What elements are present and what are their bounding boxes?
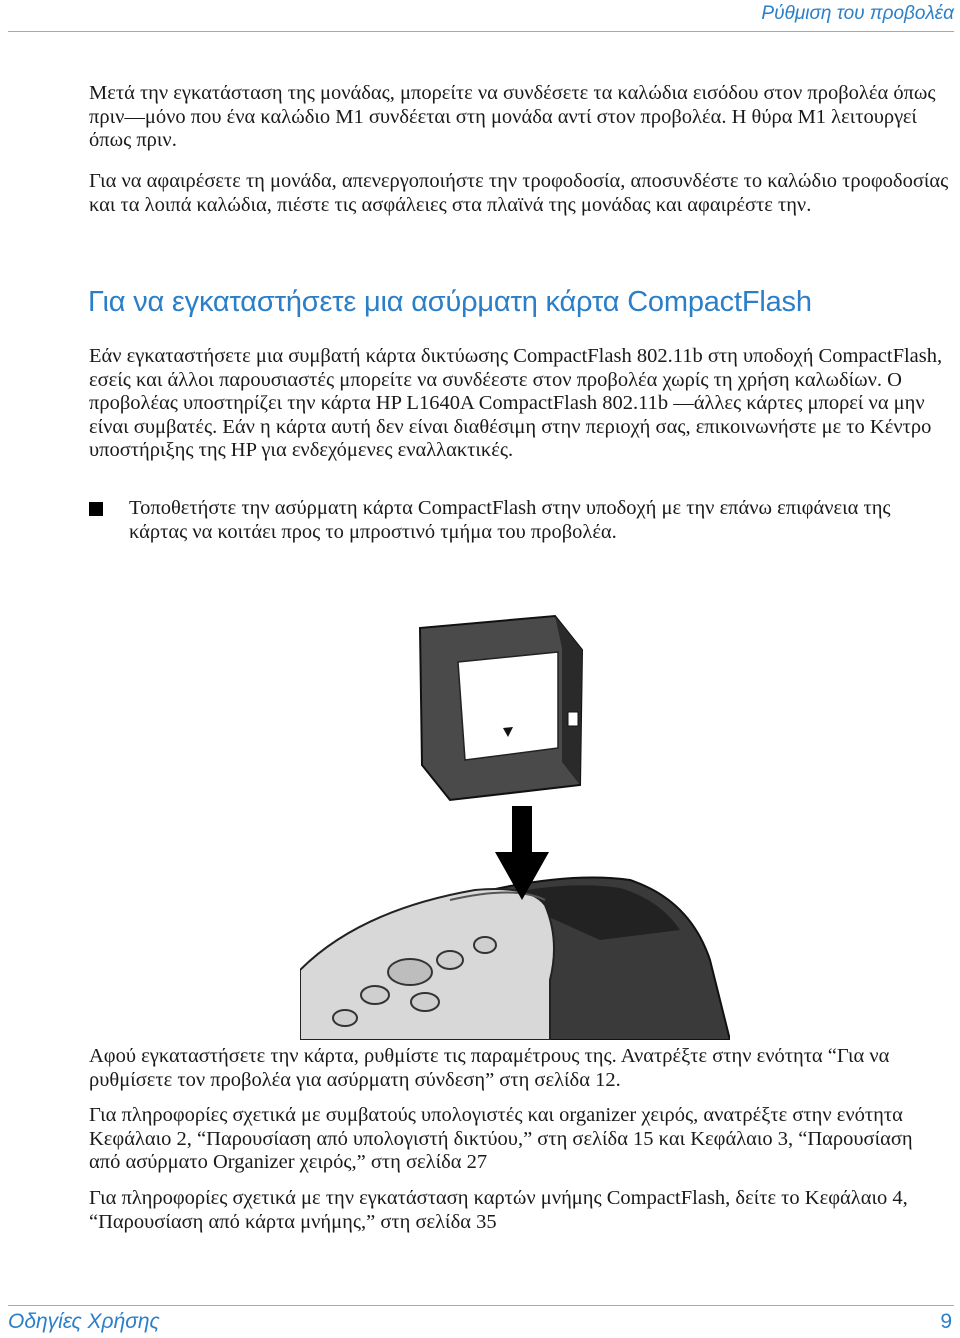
square-bullet-icon xyxy=(89,502,103,516)
header-divider xyxy=(8,31,954,32)
running-header: Ρύθμιση του προβολέα xyxy=(761,3,954,24)
projector-button xyxy=(388,959,432,985)
paragraph-memory-card-info: Για πληροφορίες σχετικά με την εγκατάσταση καρτών μνήμης CompactFlash, δείτε το Κεφάλαιο 4, “Παρουσίαση από κάρτα μνήμης,” στη σελίδα 35 xyxy=(89,1187,908,1233)
paragraph-compatibility-info: Για πληροφορίες σχετικά με συμβατούς υπολογιστές και organizer χειρός, ανατρέξτε στην ενότητα Κεφάλαιο 2, “Παρουσίαση από υπολογιστή δικτύου,” στη σελίδα 15 και Κεφάλαιο 3, “Παρουσίαση από ασύρματο Organizer χειρός,” στη σελίδα 27 xyxy=(89,1104,913,1174)
paragraph-wireless-card-intro: Εάν εγκαταστήσετε μια συμβατή κάρτα δικτύωσης CompactFlash 802.11b στη υποδοχή CompactFlash, εσείς και άλλοι παρουσιαστές μπορείτε να συνδέεστε στον προβολέα χωρίς τη χρήση καλωδίων. Ο προβολέας υποστηρίζει την κάρτα HP L1640A CompactFlash 802.11b —άλλες κάρτες μπορεί να μην είναι συμβατές. Εάν η κάρτα αυτή δεν είναι διαθέσιμη στην περιοχή σας, επικοινωνήστε με το Κέντρο υποστήριξης της HP για ενδεχόμενες εναλλακτικές. xyxy=(89,345,943,462)
instruction-bullet xyxy=(89,497,949,544)
projector-button xyxy=(333,1010,357,1026)
projector-button xyxy=(474,937,496,953)
footer-divider xyxy=(8,1305,954,1306)
arrow-shaft xyxy=(512,806,532,858)
projector-button xyxy=(411,993,439,1011)
paragraph-module-removal: Για να αφαιρέσετε τη μονάδα, απενεργοποιήστε την τροφοδοσία, αποσυνδέστε το καλώδιο τροφοδοσίας και τα λοιπά καλώδια, πιέστε τις ασφάλειες στα πλαϊνά της μονάδας και αφαιρέστε την. xyxy=(89,170,949,216)
paragraph-after-install: Αφού εγκαταστήσετε την κάρτα, ρυθμίστε τις παραμέτρους της. Ανατρέξτε στην ενότητα “Για να ρυθμίσετε τον προβολέα για ασύρματη σύνδεση” στη σελίδα 12. xyxy=(89,1045,890,1091)
projector-button xyxy=(437,951,463,969)
card-label xyxy=(458,652,558,760)
projector-button xyxy=(361,986,389,1004)
instruction-text: Τοποθετήστε την ασύρματη κάρτα CompactFlash στην υποδοχή με την επάνω επιφάνεια της κάρτας να κοιτάει προς το μπροστινό τμήμα του προβολέα. xyxy=(129,497,891,543)
section-heading: Για να εγκαταστήσετε μια ασύρματη κάρτα CompactFlash xyxy=(88,286,812,318)
compactflash-card-insertion-icon xyxy=(300,600,730,1040)
paragraph-cable-connection: Μετά την εγκατάσταση της μονάδας, μπορείτε να συνδέσετε τα καλώδια εισόδου στον προβολέα όπως πριν—μόνο που ένα καλώδιο M1 συνδέεται στη μονάδα αντί στον προβολέα. Η θύρα M1 λειτουργεί όπως πριν. xyxy=(89,82,936,152)
footer-manual-title: Οδηγίες Χρήσης xyxy=(8,1310,160,1333)
page-number: 9 xyxy=(940,1310,952,1333)
